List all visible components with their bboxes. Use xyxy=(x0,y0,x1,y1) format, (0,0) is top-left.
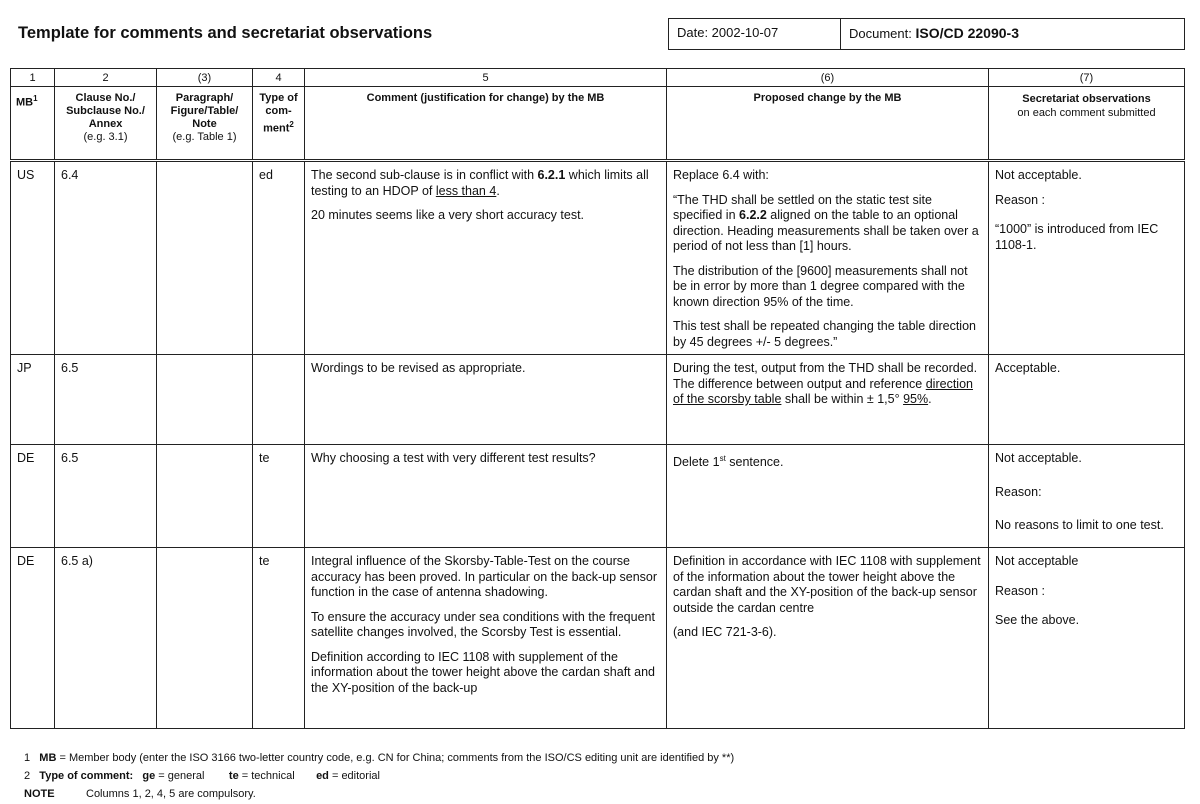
document-field xyxy=(841,19,1184,49)
cell-comment: Wordings to be revised as appropriate. xyxy=(305,355,667,445)
cell-type xyxy=(253,355,305,445)
cell-paragraph xyxy=(157,161,253,355)
header-comment: Comment (justification for change) by the MB xyxy=(305,87,667,161)
cell-paragraph xyxy=(157,355,253,445)
table-row xyxy=(11,161,1185,355)
page-title: Template for comments and secretariat observations xyxy=(18,24,433,42)
col-number: 5 xyxy=(305,69,667,87)
column-number-row xyxy=(11,69,1185,87)
cell-mb: JP xyxy=(11,355,55,445)
cell-type: te xyxy=(253,548,305,729)
cell-observation: Not acceptable. Reason: No reasons to limit to one test. xyxy=(989,445,1185,548)
date-field: Date: 2002-10-07 xyxy=(669,19,841,49)
header-clause: Clause No./ Subclause No./ Annex (e.g. 3.1) xyxy=(55,87,157,161)
cell-clause: 6.4 xyxy=(55,161,157,355)
cell-comment: Integral influence of the Skorsby-Table-Test on the course accuracy has been proved. In particular on the back-up sensor function in the case of antenna shadowing. To ensure the accuracy under sea conditions with the frequent satellite changes involved, the Scorsby Test is essential. Definition according to IEC 1108 with supplement of the information about the tower height above the cardan shaft and the XY-position of the back-up xyxy=(305,548,667,729)
cell-type: te xyxy=(253,445,305,548)
cell-comment: The second sub-clause is in conflict with 6.2.1 which limits all testing to an HDOP of less than 4. 20 minutes seems like a very short accuracy test. xyxy=(305,161,667,355)
cell-clause: 6.5 xyxy=(55,445,157,548)
footnote-mb: 1 MB = Member body (enter the ISO 3166 two-letter country code, e.g. CN for China; comments from the ISO/CS editing unit are identified by **) xyxy=(24,752,735,764)
table-row xyxy=(11,445,1185,548)
header-mb: $MB^1$ xyxy=(11,87,55,161)
cell-comment: Why choosing a test with very different test results? xyxy=(305,445,667,548)
col-number: 1 xyxy=(11,69,55,87)
header-proposed-change: Proposed change by the MB xyxy=(667,87,989,161)
document-number: ISO/CD 22090-3 xyxy=(915,25,1019,41)
cell-paragraph xyxy=(157,548,253,729)
header-type: Type of com-ment$^2$ xyxy=(253,87,305,161)
cell-mb: DE xyxy=(11,548,55,729)
cell-proposed-change: Replace 6.4 with: “The THD shall be settled on the static test site specified in 6.2.2 aligned on the table to an optional direction. Heading measurements shall be taken over a period of not less than [1] hours. The distribution of the [9600] measurements shall not be in error by more than 1 degree compared with the known direction 95% of the time. This test shall be repeated changing the table direction by 45 degrees +/- 5 degrees.” xyxy=(667,161,989,355)
header-observations: Secretariat observations on each comment submitted xyxy=(989,87,1185,161)
cell-observation: Acceptable. xyxy=(989,355,1185,445)
column-header-row xyxy=(11,87,1185,161)
cell-clause: 6.5 a) xyxy=(55,548,157,729)
cell-proposed-change: Definition in accordance with IEC 1108 with supplement of the information about the tower height above the cardan shaft and the XY-position of the back-up sensor outside the cardan centre (and IEC 721-3-6). xyxy=(667,548,989,729)
document-meta-box xyxy=(668,18,1185,50)
col-number: (6) xyxy=(667,69,989,87)
cell-mb: DE xyxy=(11,445,55,548)
cell-paragraph xyxy=(157,445,253,548)
col-number: (3) xyxy=(157,69,253,87)
header-paragraph: Paragraph/ Figure/Table/ Note (e.g. Table 1) xyxy=(157,87,253,161)
col-number: 4 xyxy=(253,69,305,87)
cell-proposed-change: During the test, output from the THD shall be recorded. The difference between output and reference direction of the scorsby table shall be within ± 1,5° 95%. xyxy=(667,355,989,445)
footnote-type: 2 Type of comment: ge = general te = technical ed = editorial xyxy=(24,770,380,782)
cell-clause: 6.5 xyxy=(55,355,157,445)
table-row xyxy=(11,548,1185,729)
cell-observation: Not acceptable. Reason : “1000” is introduced from IEC 1108-1. xyxy=(989,161,1185,355)
document-label: Document: xyxy=(849,26,916,41)
col-number: (7) xyxy=(989,69,1185,87)
cell-type: ed xyxy=(253,161,305,355)
comments-table xyxy=(10,68,1185,729)
table-row xyxy=(11,355,1185,445)
cell-mb: US xyxy=(11,161,55,355)
cell-proposed-change: Delete 1st sentence. xyxy=(667,445,989,548)
col-number: 2 xyxy=(55,69,157,87)
note: NOTE Columns 1, 2, 4, 5 are compulsory. xyxy=(24,788,256,800)
cell-observation: Not acceptable Reason : See the above. xyxy=(989,548,1185,729)
